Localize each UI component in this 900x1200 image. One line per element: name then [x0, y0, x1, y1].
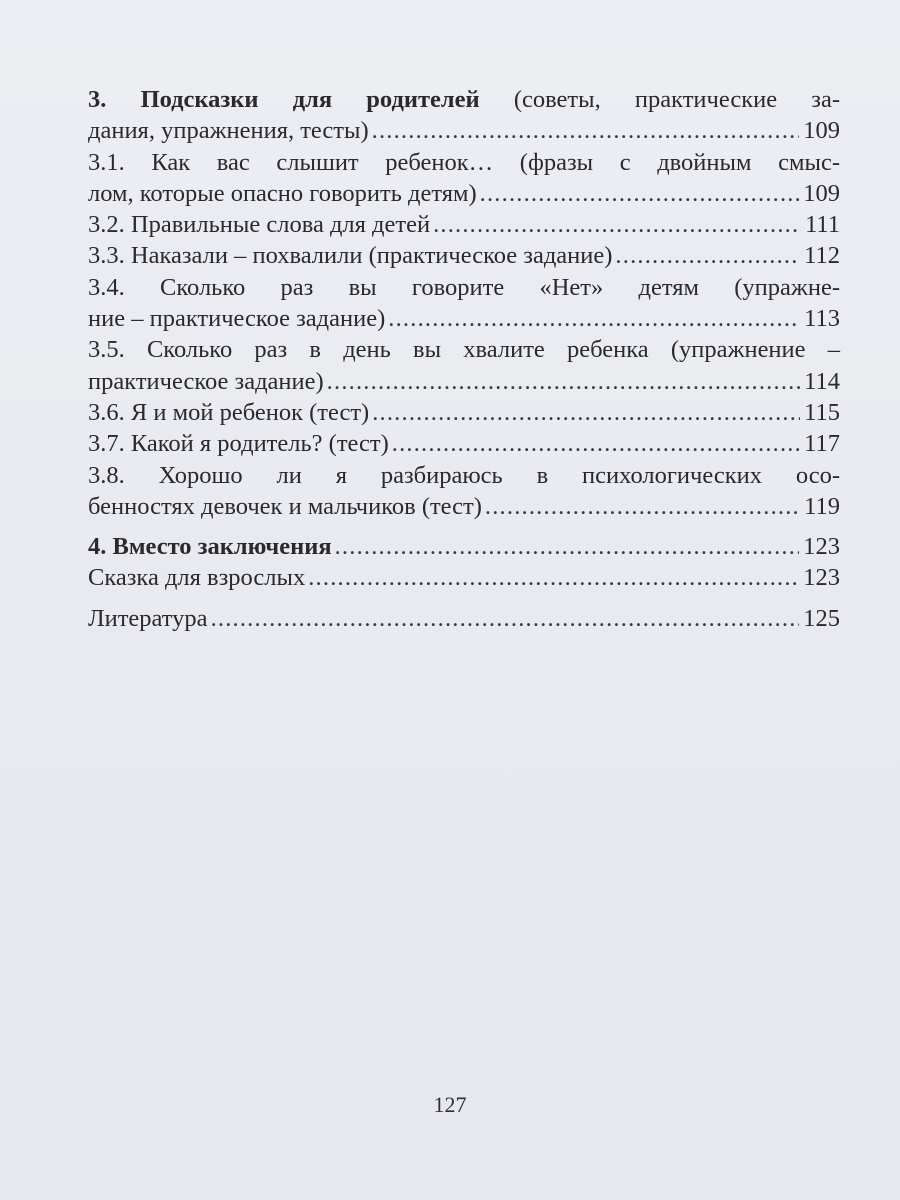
toc-entry-3-5-line2	[88, 366, 840, 397]
toc-entry-3-1-line1	[88, 147, 840, 178]
toc-entry-3-8-text: 3.8. Хорошо ли я разбираюсь в психологических осо-	[88, 461, 840, 489]
toc-section-3-title: 3. Подсказки для родителей	[88, 86, 480, 113]
toc-entry-3-6-text: 3.6. Я и мой ребенок (тест)	[88, 398, 370, 426]
toc-entry-3-4-line2	[88, 303, 840, 334]
toc-entry-3-5-text-cont: практическое задание)	[88, 367, 324, 395]
toc-section-3-line1	[88, 84, 840, 115]
toc-dot-leader	[308, 562, 799, 593]
toc-dot-leader	[327, 366, 800, 397]
toc-dot-leader	[615, 240, 800, 271]
toc-section-3-subtitle-cont: дания, упражнения, тесты)	[88, 117, 369, 145]
toc-page-number: 112	[804, 242, 840, 270]
toc-entry-literature	[88, 603, 840, 634]
toc-entry-3-2	[88, 209, 840, 240]
toc-entry-3-3-text: 3.3. Наказали – похвалили (практическое задание)	[88, 242, 613, 270]
toc-entry-3-1-line2	[88, 178, 840, 209]
toc-entry-3-7-text: 3.7. Какой я родитель? (тест)	[88, 430, 389, 458]
toc-entry-3-3	[88, 240, 840, 271]
toc-page-number: 115	[804, 398, 840, 426]
toc-entry-3-1-text: 3.1. Как вас слышит ребенок… (фразы с двойным смыс-	[88, 148, 840, 176]
toc-entry-3-4-text-cont: ние – практическое задание)	[88, 305, 386, 333]
spacer	[88, 594, 840, 603]
toc-entry-tale-text: Сказка для взрослых	[88, 564, 306, 592]
toc-entry-3-4-line1	[88, 272, 840, 303]
toc-dot-leader	[372, 115, 800, 146]
toc-entry-3-1-text-cont: лом, которые опасно говорить детям)	[88, 179, 477, 207]
toc-page-number: 119	[804, 492, 840, 520]
toc-section-4-title: 4. Вместо заключения	[88, 533, 332, 561]
toc-entry-3-8-line1	[88, 460, 840, 491]
toc-dot-leader	[392, 428, 800, 459]
toc-dot-leader	[388, 303, 800, 334]
toc-entry-3-6	[88, 397, 840, 428]
table-of-contents	[88, 84, 840, 634]
spacer	[88, 522, 840, 531]
toc-entry-tale	[88, 562, 840, 593]
toc-page-number: 125	[803, 604, 840, 632]
toc-entry-3-5-line1	[88, 334, 840, 365]
toc-dot-leader	[335, 531, 800, 562]
toc-dot-leader	[433, 209, 801, 240]
toc-section-4	[88, 531, 840, 562]
toc-dot-leader	[372, 397, 800, 428]
toc-entry-3-8-line2	[88, 491, 840, 522]
toc-entry-3-8-text-cont: бенностях девочек и мальчиков (тест)	[88, 492, 482, 520]
toc-dot-leader	[480, 178, 800, 209]
toc-entry-literature-text: Литература	[88, 604, 208, 632]
toc-dot-leader	[485, 491, 800, 522]
toc-entry-3-4-text: 3.4. Сколько раз вы говорите «Нет» детям (упражне-	[88, 273, 840, 301]
toc-page-number: 111	[805, 211, 840, 239]
toc-dot-leader	[211, 603, 800, 634]
toc-entry-3-2-text: 3.2. Правильные слова для детей	[88, 211, 431, 239]
toc-page-number: 109	[803, 117, 840, 145]
toc-page-number: 123	[803, 533, 840, 561]
page-number: 127	[433, 1092, 467, 1117]
toc-page-number: 113	[804, 305, 840, 333]
toc-page-number: 109	[803, 179, 840, 207]
toc-page-number: 123	[803, 564, 840, 592]
toc-page-number: 114	[804, 367, 840, 395]
toc-section-3-subtitle: (советы, практические за-	[479, 86, 840, 113]
toc-entry-3-5-text: 3.5. Сколько раз в день вы хвалите ребенка (упражнение –	[88, 336, 840, 364]
toc-section-3-line2	[88, 115, 840, 146]
toc-entry-3-7	[88, 428, 840, 459]
toc-page-number: 117	[804, 430, 840, 458]
